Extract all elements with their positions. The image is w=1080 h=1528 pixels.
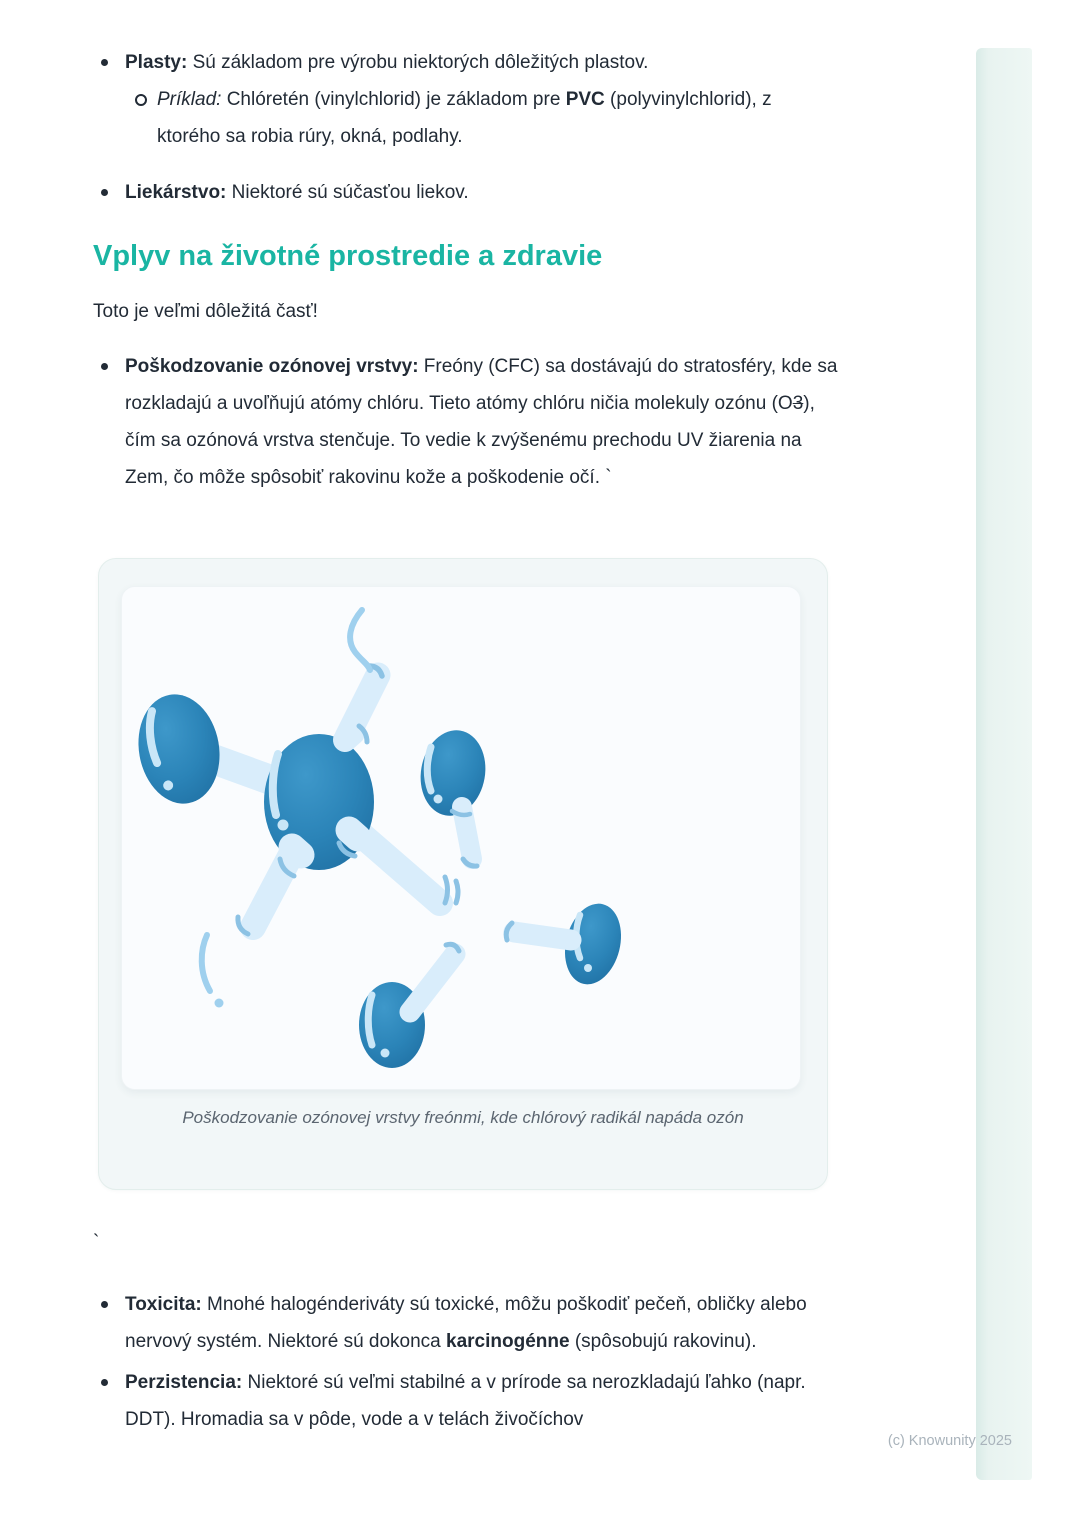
figure-card [98,558,828,1190]
applications-list [93,44,838,211]
item-text: Mnohé halogénderiváty sú toxické, môžu poškodiť pečeň, obličky alebo nervový systém. Niektoré sú dokonca [125,1294,807,1352]
item-text: Sú základom pre výrobu niektorých dôležitých plastov. [187,52,649,73]
bullet-icon [101,363,108,370]
bullet-icon [101,59,108,66]
list-item-plasty [93,44,838,81]
list-subitem-priklad [93,81,829,155]
section-heading: Vplyv na životné prostredie a zdravie [93,240,603,272]
item-text: Niektoré sú veľmi stabilné a v prírode sa nerozkladajú ľahko (napr. DDT). Hromadia sa v pôde, vode a v telách živočíchov [125,1372,806,1430]
item-text: Niektoré sú súčasťou liekov. [226,182,469,203]
circle-bullet-icon [135,94,147,106]
figure-caption: Poškodzovanie ozónovej vrstvy freónmi, kde chlórový radikál napáda ozón [182,1108,744,1127]
list-item-perzistencia [93,1364,845,1438]
bullet-icon [101,1379,108,1386]
list-item-toxicita [93,1286,845,1360]
subitem-text: Chlóretén (vinylchlorid) je základom pre [221,89,566,110]
section-intro: Toto je veľmi dôležitá časť! [93,301,318,322]
right-accent-stripe [976,48,1032,1480]
struck-text: 3 [792,393,804,414]
list-item-liekarstvo [93,174,838,211]
item-label: Plasty: [125,52,188,73]
ozone-list [93,348,845,496]
effects-list [93,1286,845,1438]
bullet-icon [101,1301,108,1308]
item-text-2: (spôsobujú rakovinu). [569,1331,757,1352]
item-text-2: ), čím sa ozónová vrstva stenčuje. To vedie k zvýšenému prechodu UV žiarenia na Zem, čo môže spôsobiť rakovinu kože a poškodenie očí. ` [125,393,815,488]
item-label: Perzistencia: [125,1372,243,1393]
item-label: Poškodzovanie ozónovej vrstvy: [125,356,419,377]
copyright-footer: (c) Knowunity 2025 [887,1433,1012,1449]
bullet-icon [101,189,108,196]
list-item-ozone [93,348,845,496]
stray-backtick: ` [93,1232,100,1253]
item-bold: karcinogénne [446,1331,570,1352]
subitem-label: Príklad: [157,89,222,110]
item-text: Freóny (CFC) sa dostávajú do stratosféry, kde sa rozkladajú a uvoľňujú atómy chlóru. Tieto atómy chlóru ničia molekuly ozónu (O [125,356,838,414]
subitem-tail: (polyvinylchlorid), z ktorého sa robia rúry, okná, podlahy. [157,89,772,147]
subitem-bold: PVC [565,89,605,110]
item-label: Toxicita: [125,1294,202,1315]
item-label: Liekárstvo: [125,182,227,203]
molecule-illustration-icon [122,587,800,1089]
figure-image-panel [121,586,801,1090]
